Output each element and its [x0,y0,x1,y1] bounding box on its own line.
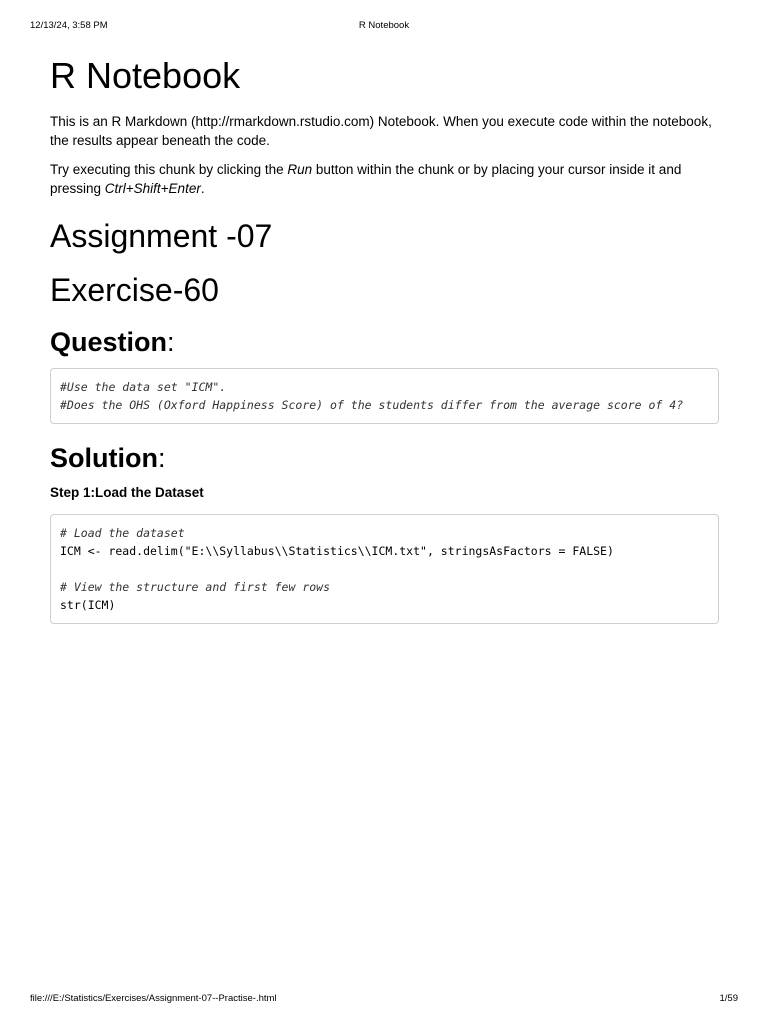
code-comment: # View the structure and first few rows [60,580,331,594]
step1-code-chunk[interactable] [50,514,719,624]
print-page-indicator: 1/59 [719,993,738,1004]
instructions-text-2: button within the chunk or by placing your cursor inside it and pressing [50,162,682,196]
print-file-path: file:///E:/Statistics/Exercises/Assignment-07--Practise-.html [30,993,277,1004]
code-comment: #Does the OHS (Oxford Happiness Score) of the students differ from the average score of 4? [60,398,684,412]
print-doc-title: R Notebook [358,20,410,31]
assignment-heading: Assignment -07 [50,218,273,254]
question-heading [50,326,719,358]
step1-heading: Step 1:Load the Dataset [50,485,204,500]
print-footer [0,993,768,1005]
code-line: str(ICM) [60,598,116,612]
exercise-heading: Exercise-60 [50,272,219,308]
solution-heading-text: Solution [50,443,158,473]
solution-heading [50,442,719,474]
intro-paragraph: This is an R Markdown (http://rmarkdown.rstudio.com) Notebook. When you execute code within the notebook, the results appear beneath the code. [50,114,712,148]
code-blank-line [60,560,709,578]
question-heading-text: Question [50,327,168,357]
instructions-paragraph [50,160,719,198]
code-comment: # Load the dataset [60,526,185,540]
code-line: ICM <- read.delim("E:\\Syllabus\\Statistics\\ICM.txt", stringsAsFactors = FALSE) [60,544,614,558]
question-code-chunk[interactable] [50,368,719,424]
page-title: R Notebook [50,55,241,96]
question-heading-colon: : [167,327,175,357]
print-datetime: 12/13/24, 3:58 PM [30,20,108,31]
shortcut-keys: Ctrl+Shift+Enter [104,181,201,196]
run-word: Run [287,162,313,177]
instructions-text-3: . [200,181,205,196]
solution-heading-colon: : [157,443,166,473]
print-header [0,20,768,32]
notebook-content [50,50,719,624]
code-comment: #Use the data set "ICM". [60,380,227,394]
instructions-text-1: Try executing this chunk by clicking the [50,162,288,177]
